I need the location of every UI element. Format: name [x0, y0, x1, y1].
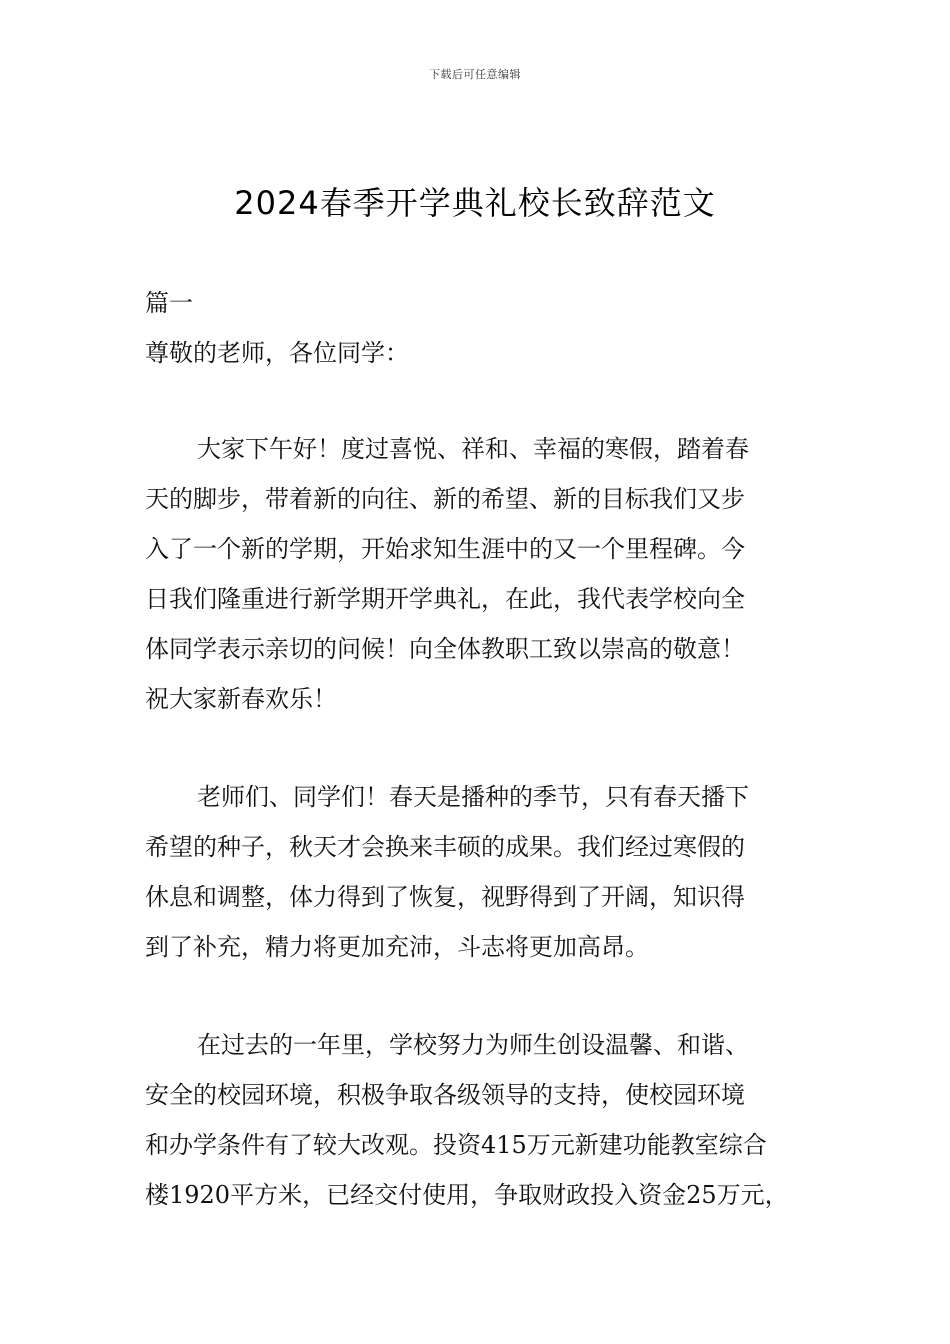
paragraph-line: 希望的种子，秋天才会换来丰硕的成果。我们经过寒假的 — [145, 833, 745, 861]
section-label: 篇一 — [145, 289, 193, 317]
paragraph-line: 天的脚步，带着新的向往、新的希望、新的目标我们又步 — [145, 485, 745, 513]
paragraph-1-continued — [145, 524, 815, 724]
paragraph-2 — [145, 772, 815, 972]
paragraph-1-text — [145, 424, 815, 524]
paragraph-line: 体同学表示亲切的问候！向全体教职工致以崇高的敬意！ — [145, 635, 745, 663]
paragraph-line: 休息和调整，体力得到了恢复，视野得到了开阔，知识得 — [145, 883, 745, 911]
paragraph-line: 在过去的一年里，学校努力为师生创设温馨、和谐、 — [197, 1031, 749, 1059]
paragraph-line: 日我们隆重进行新学期开学典礼，在此，我代表学校向全 — [145, 585, 745, 613]
paragraph-line: 祝大家新春欢乐！ — [145, 685, 337, 713]
paragraph-3 — [145, 1020, 815, 1220]
paragraph-line: 老师们、同学们！春天是播种的季节，只有春天播下 — [197, 783, 749, 811]
document-title: 2024春季开学典礼校长致辞范文 — [234, 184, 716, 222]
paragraph-line: 楼1920平方米，已经交付使用，争取财政投入资金25万元， — [145, 1181, 789, 1209]
paragraph-line: 和办学条件有了较大改观。投资415万元新建功能教室综合 — [145, 1131, 767, 1159]
salutation: 尊敬的老师，各位同学： — [145, 339, 409, 367]
paragraph-line: 到了补充，精力将更加充沛，斗志将更加高昂。 — [145, 933, 649, 961]
paragraph-line: 安全的校园环境，积极争取各级领导的支持，使校园环境 — [145, 1081, 745, 1109]
paragraph-line: 大家下午好！度过喜悦、祥和、幸福的寒假，踏着春 — [197, 435, 749, 463]
paragraph-1 — [145, 424, 815, 524]
header-note: 下载后可任意编辑 — [429, 68, 521, 81]
paragraph-line: 入了一个新的学期，开始求知生涯中的又一个里程碑。今 — [145, 535, 745, 563]
